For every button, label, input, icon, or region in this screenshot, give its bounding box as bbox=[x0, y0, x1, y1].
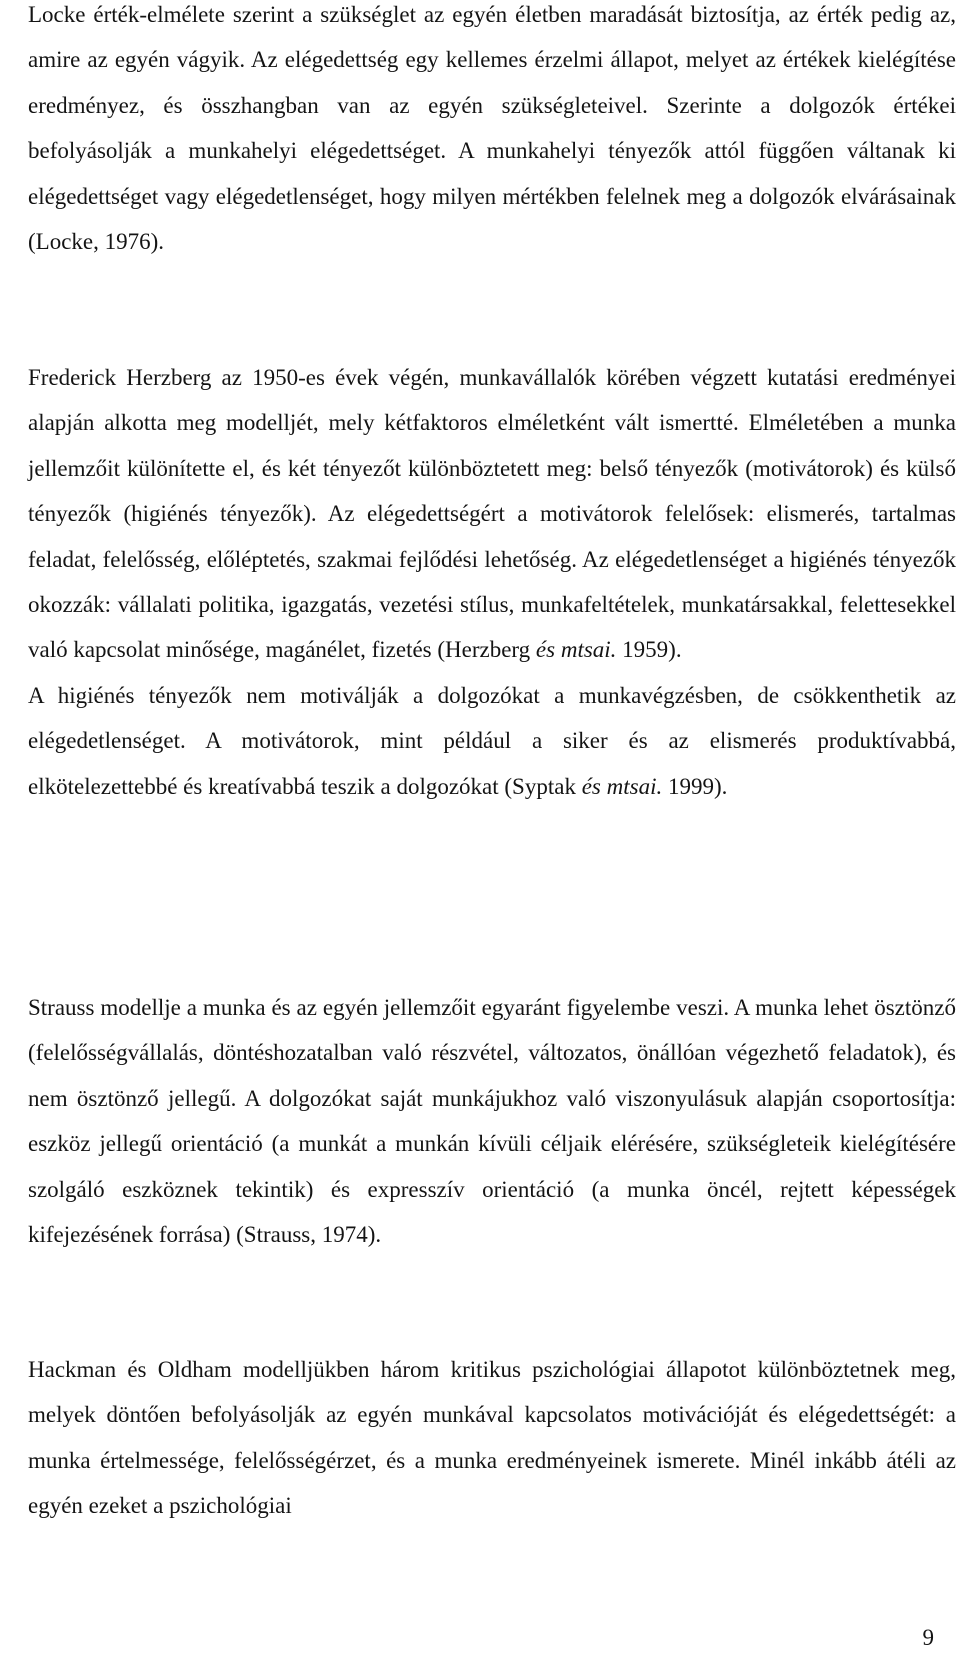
paragraph-herzberg bbox=[0, 355, 960, 809]
citation-year-herzberg: 1959). bbox=[622, 637, 682, 663]
citation-etal-herzberg: és mtsai. bbox=[535, 637, 617, 663]
paragraph-strauss-text: Strauss modellje a munka és az egyén jellemzőit egyaránt figyelembe veszi. A munka lehet ösztönző (felelősségvállalás, döntéshozatalban való részvétel, változatos, önállóan végezhető feladatok), és nem ösztönző jellegű. A dolgozókat saját munkájukhoz való viszonyulásuk alapján csoportosítja: eszköz jellegű orientáció (a munkát a munkán kívüli céljaik elérésére, szükségleteik kielégítésére szolgáló eszköznek tekintik) és expresszív orientáció (a munka öncél, rejtett képességek kifejezésének forrása) (Strauss, 1974). bbox=[28, 995, 956, 1248]
paragraph-hackman-oldham-text: Hackman és Oldham modelljükben három kritikus pszichológiai állapotot különböztetnek meg, melyek döntően befolyásolják az egyén munkával kapcsolatos motivációját és elégedettségét: a munka értelmessége, felelősségérzet, és a munka eredményeinek ismerete. Minél inkább átéli az egyén ezeket a pszichológiai bbox=[28, 1357, 956, 1519]
citation-etal-syptak: és mtsai. bbox=[581, 773, 663, 799]
citation-year-syptak: 1999). bbox=[667, 773, 728, 799]
page-number: 9 bbox=[922, 1625, 934, 1650]
paragraph-hackman-oldham bbox=[0, 1347, 960, 1529]
paragraph-strauss bbox=[0, 985, 960, 1257]
paragraph-locke bbox=[0, 0, 960, 264]
paragraph-locke-text: Locke érték-elmélete szerint a szükséglet az egyén életben maradását biztosítja, az érték pedig az, amire az egyén vágyik. Az elégedettség egy kellemes érzelmi állapot, melyet az értékek kielégítése eredményez, és összhangban van az egyén szükségleteivel. Szerinte a dolgozók értékei befolyásolják a munkahelyi elégedettséget. A munkahelyi tényezők attól függően váltanak ki elégedettséget vagy elégedetlenséget, hogy milyen mértékben felelnek meg a dolgozók elvárásainak (Locke, 1976). bbox=[28, 2, 956, 255]
paragraph-herzberg-text: Frederick Herzberg az 1950-es évek végén, munkavállalók körében végzett kutatási eredményei alapján alkotta meg modelljét, mely kétfaktoros elméletként vált ismertté. Elméletében a munka jellemzőit különítette el, és két tényezőt különböztetett meg: belső tényezők (motivátorok) és külső tényezők (higiénés tényezők). Az elégedettségért a motivátorok felelősek: elismerés, tartalmas feladat, felelősség, előléptetés, szakmai fejlődési lehetőség. Az elégedetlenséget a higiénés tényezők okozzák: vállalati politika, igazgatás, vezetési stílus, munkafeltételek, munkatársakkal, felettesekkel való kapcsolat minősége, magánélet, fizetés (Herzberg bbox=[28, 365, 956, 663]
paragraph-hygiene-text: A higiénés tényezők nem motiválják a dolgozókat a munkavégzésben, de csökkenthetik az elégedetlenséget. A motivátorok, mint például a siker és az elismerés produktívabbá, elkötelezettebbé és kreatívabbá teszik a dolgozókat (Syptak bbox=[28, 682, 956, 799]
